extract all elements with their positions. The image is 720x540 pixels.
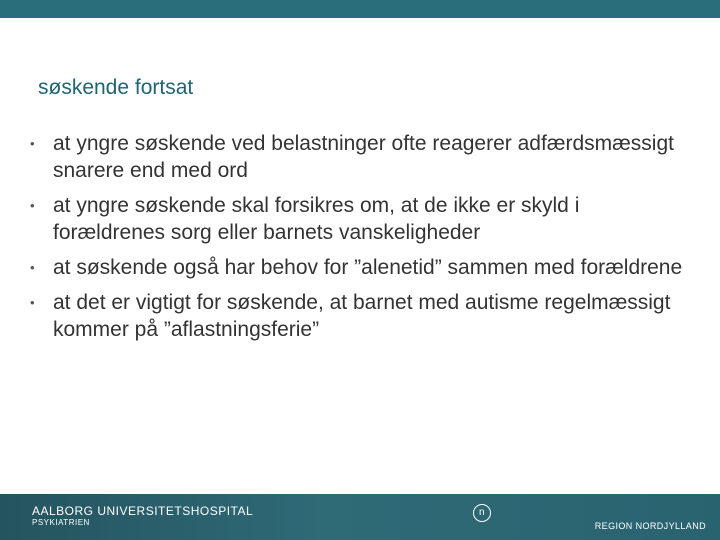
bullet-item [30,254,690,281]
bullet-icon: • [30,136,35,151]
bullet-text: at søskende også har behov for ”alenetid” sammen med forældrene [53,256,683,279]
hospital-logo [32,504,253,528]
bullet-icon: • [30,295,35,310]
bullet-item [30,192,690,246]
slide-title: søskende fortsat [38,76,194,99]
hospital-unit: PSYKIATRIEN [32,518,90,527]
bullet-text: at yngre søskende ved belastninger ofte reagerer adfærdsmæssigt snarere end med ord [53,132,674,182]
bullet-icon: • [30,260,35,275]
bullet-text: at det er vigtigt for søskende, at barnet med autisme regelmæssigt kommer på ”aflastningsferie” [53,291,671,341]
footer-bar [0,494,720,540]
bullet-item [30,289,690,343]
bullet-text: at yngre søskende skal forsikres om, at de ikke er skyld i forældrenes sorg eller barnets vanskeligheder [53,194,580,244]
region-name: REGION NORDJYLLAND [594,521,706,531]
bullet-list [30,130,690,351]
region-logo-icon: n [473,504,491,522]
bullet-icon: • [30,198,35,213]
region-logo [479,502,706,531]
top-banner [0,0,720,18]
bullet-item [30,130,690,184]
hospital-name: AALBORG UNIVERSITETSHOSPITAL [32,504,254,518]
